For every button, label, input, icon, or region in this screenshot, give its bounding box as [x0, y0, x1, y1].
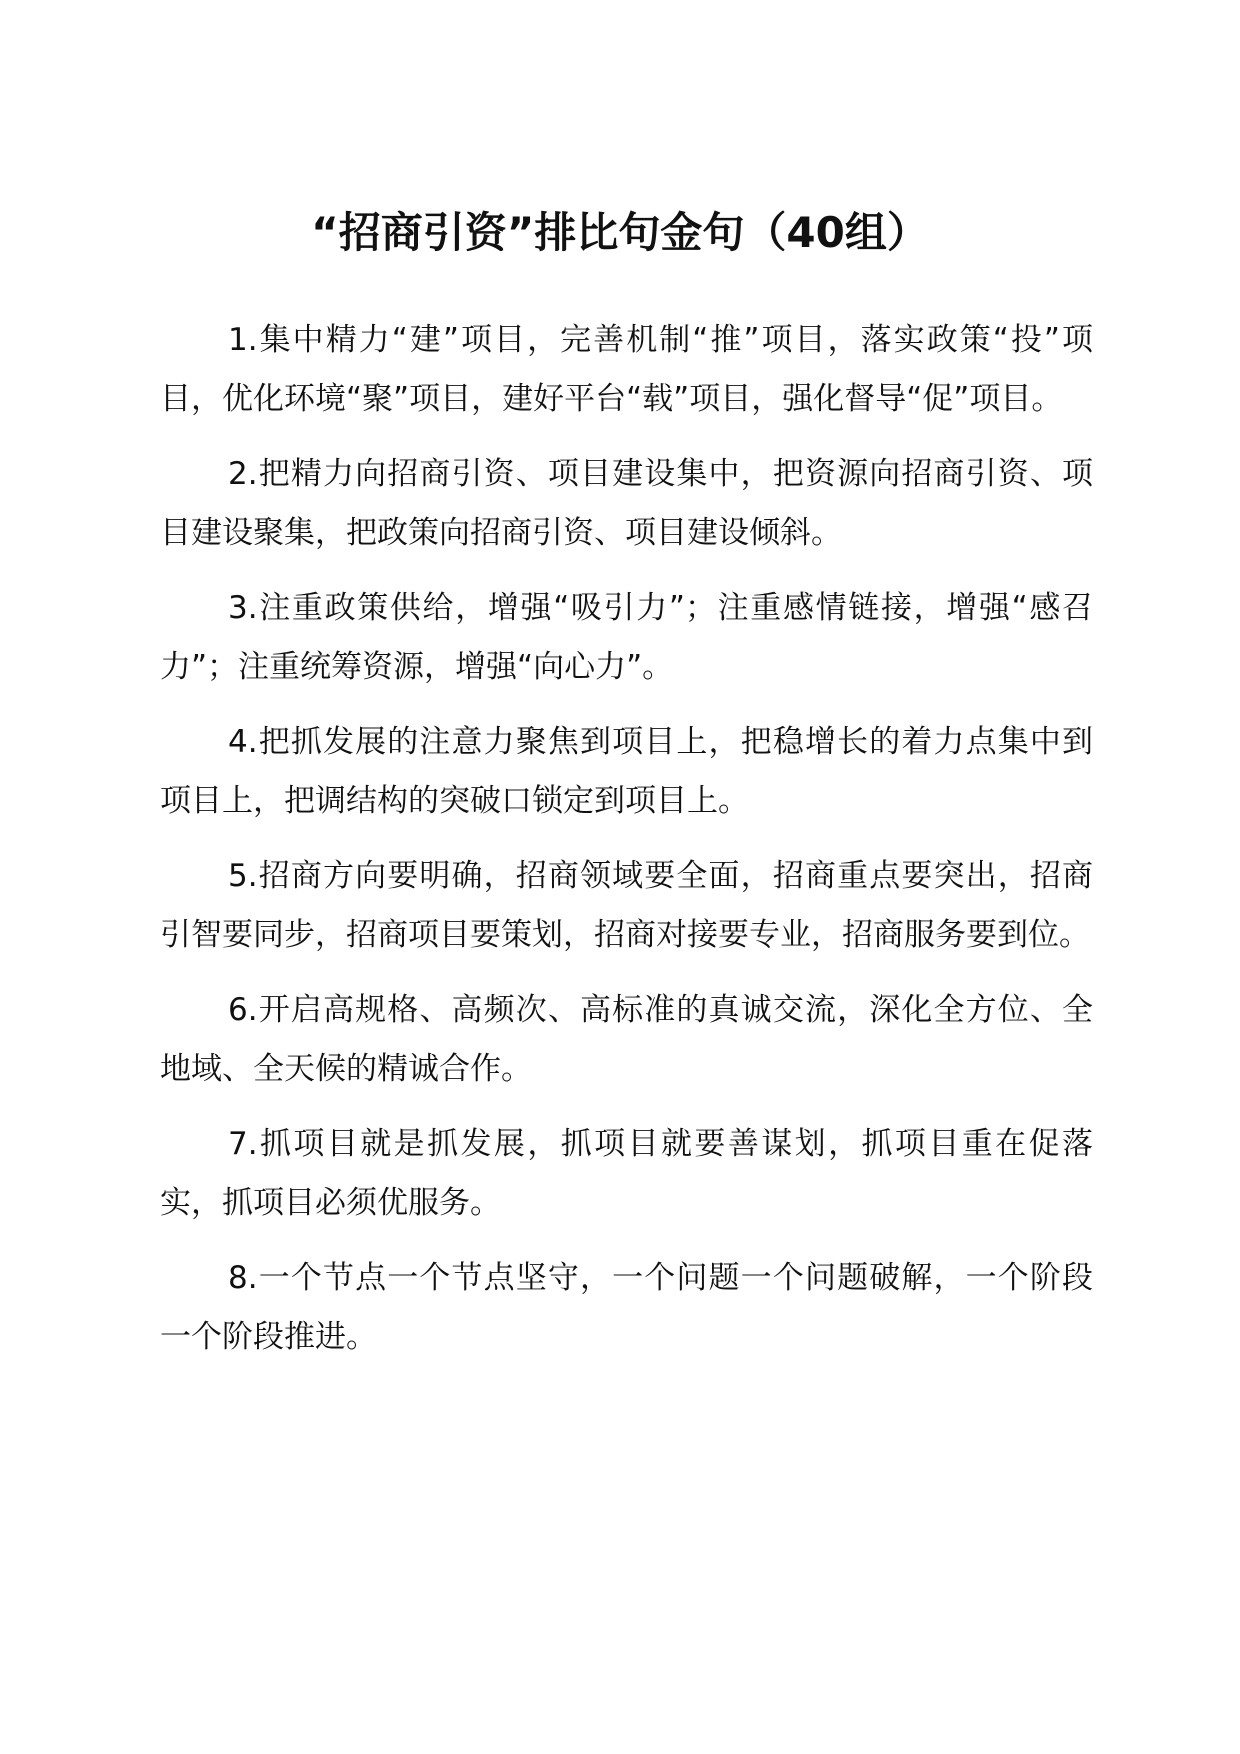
- paragraph-1: 1.集中精力“建”项目，完善机制“推”项目，落实政策“投”项目，优化环境“聚”项目，建好平台“载”项目，强化督导“促”项目。: [160, 322, 1093, 417]
- paragraph-5: 5.招商方向要明确，招商领域要全面，招商重点要突出，招商引智要同步，招商项目要策划，招商对接要专业，招商服务要到位。: [160, 858, 1093, 953]
- paragraph-7: 7.抓项目就是抓发展，抓项目就要善谋划，抓项目重在促落实，抓项目必须优服务。: [160, 1126, 1093, 1221]
- paragraph-4: 4.把抓发展的注意力聚焦到项目上，把稳增长的着力点集中到项目上，把调结构的突破口锁定到项目上。: [160, 724, 1093, 819]
- document-title: “招商引资”排比句金句（40组）: [311, 208, 929, 257]
- paragraph-6: 6.开启高规格、高频次、高标准的真诚交流，深化全方位、全地域、全天候的精诚合作。: [160, 992, 1093, 1087]
- paragraph-2: 2.把精力向招商引资、项目建设集中，把资源向招商引资、项目建设聚集，把政策向招商引资、项目建设倾斜。: [160, 456, 1093, 551]
- document-body: [160, 311, 1093, 1383]
- paragraph-3: 3.注重政策供给，增强“吸引力”；注重感情链接，增强“感召力”；注重统筹资源，增强“向心力”。: [160, 590, 1093, 685]
- paragraph-8: 8.一个节点一个节点坚守，一个问题一个问题破解，一个阶段一个阶段推进。: [160, 1260, 1093, 1355]
